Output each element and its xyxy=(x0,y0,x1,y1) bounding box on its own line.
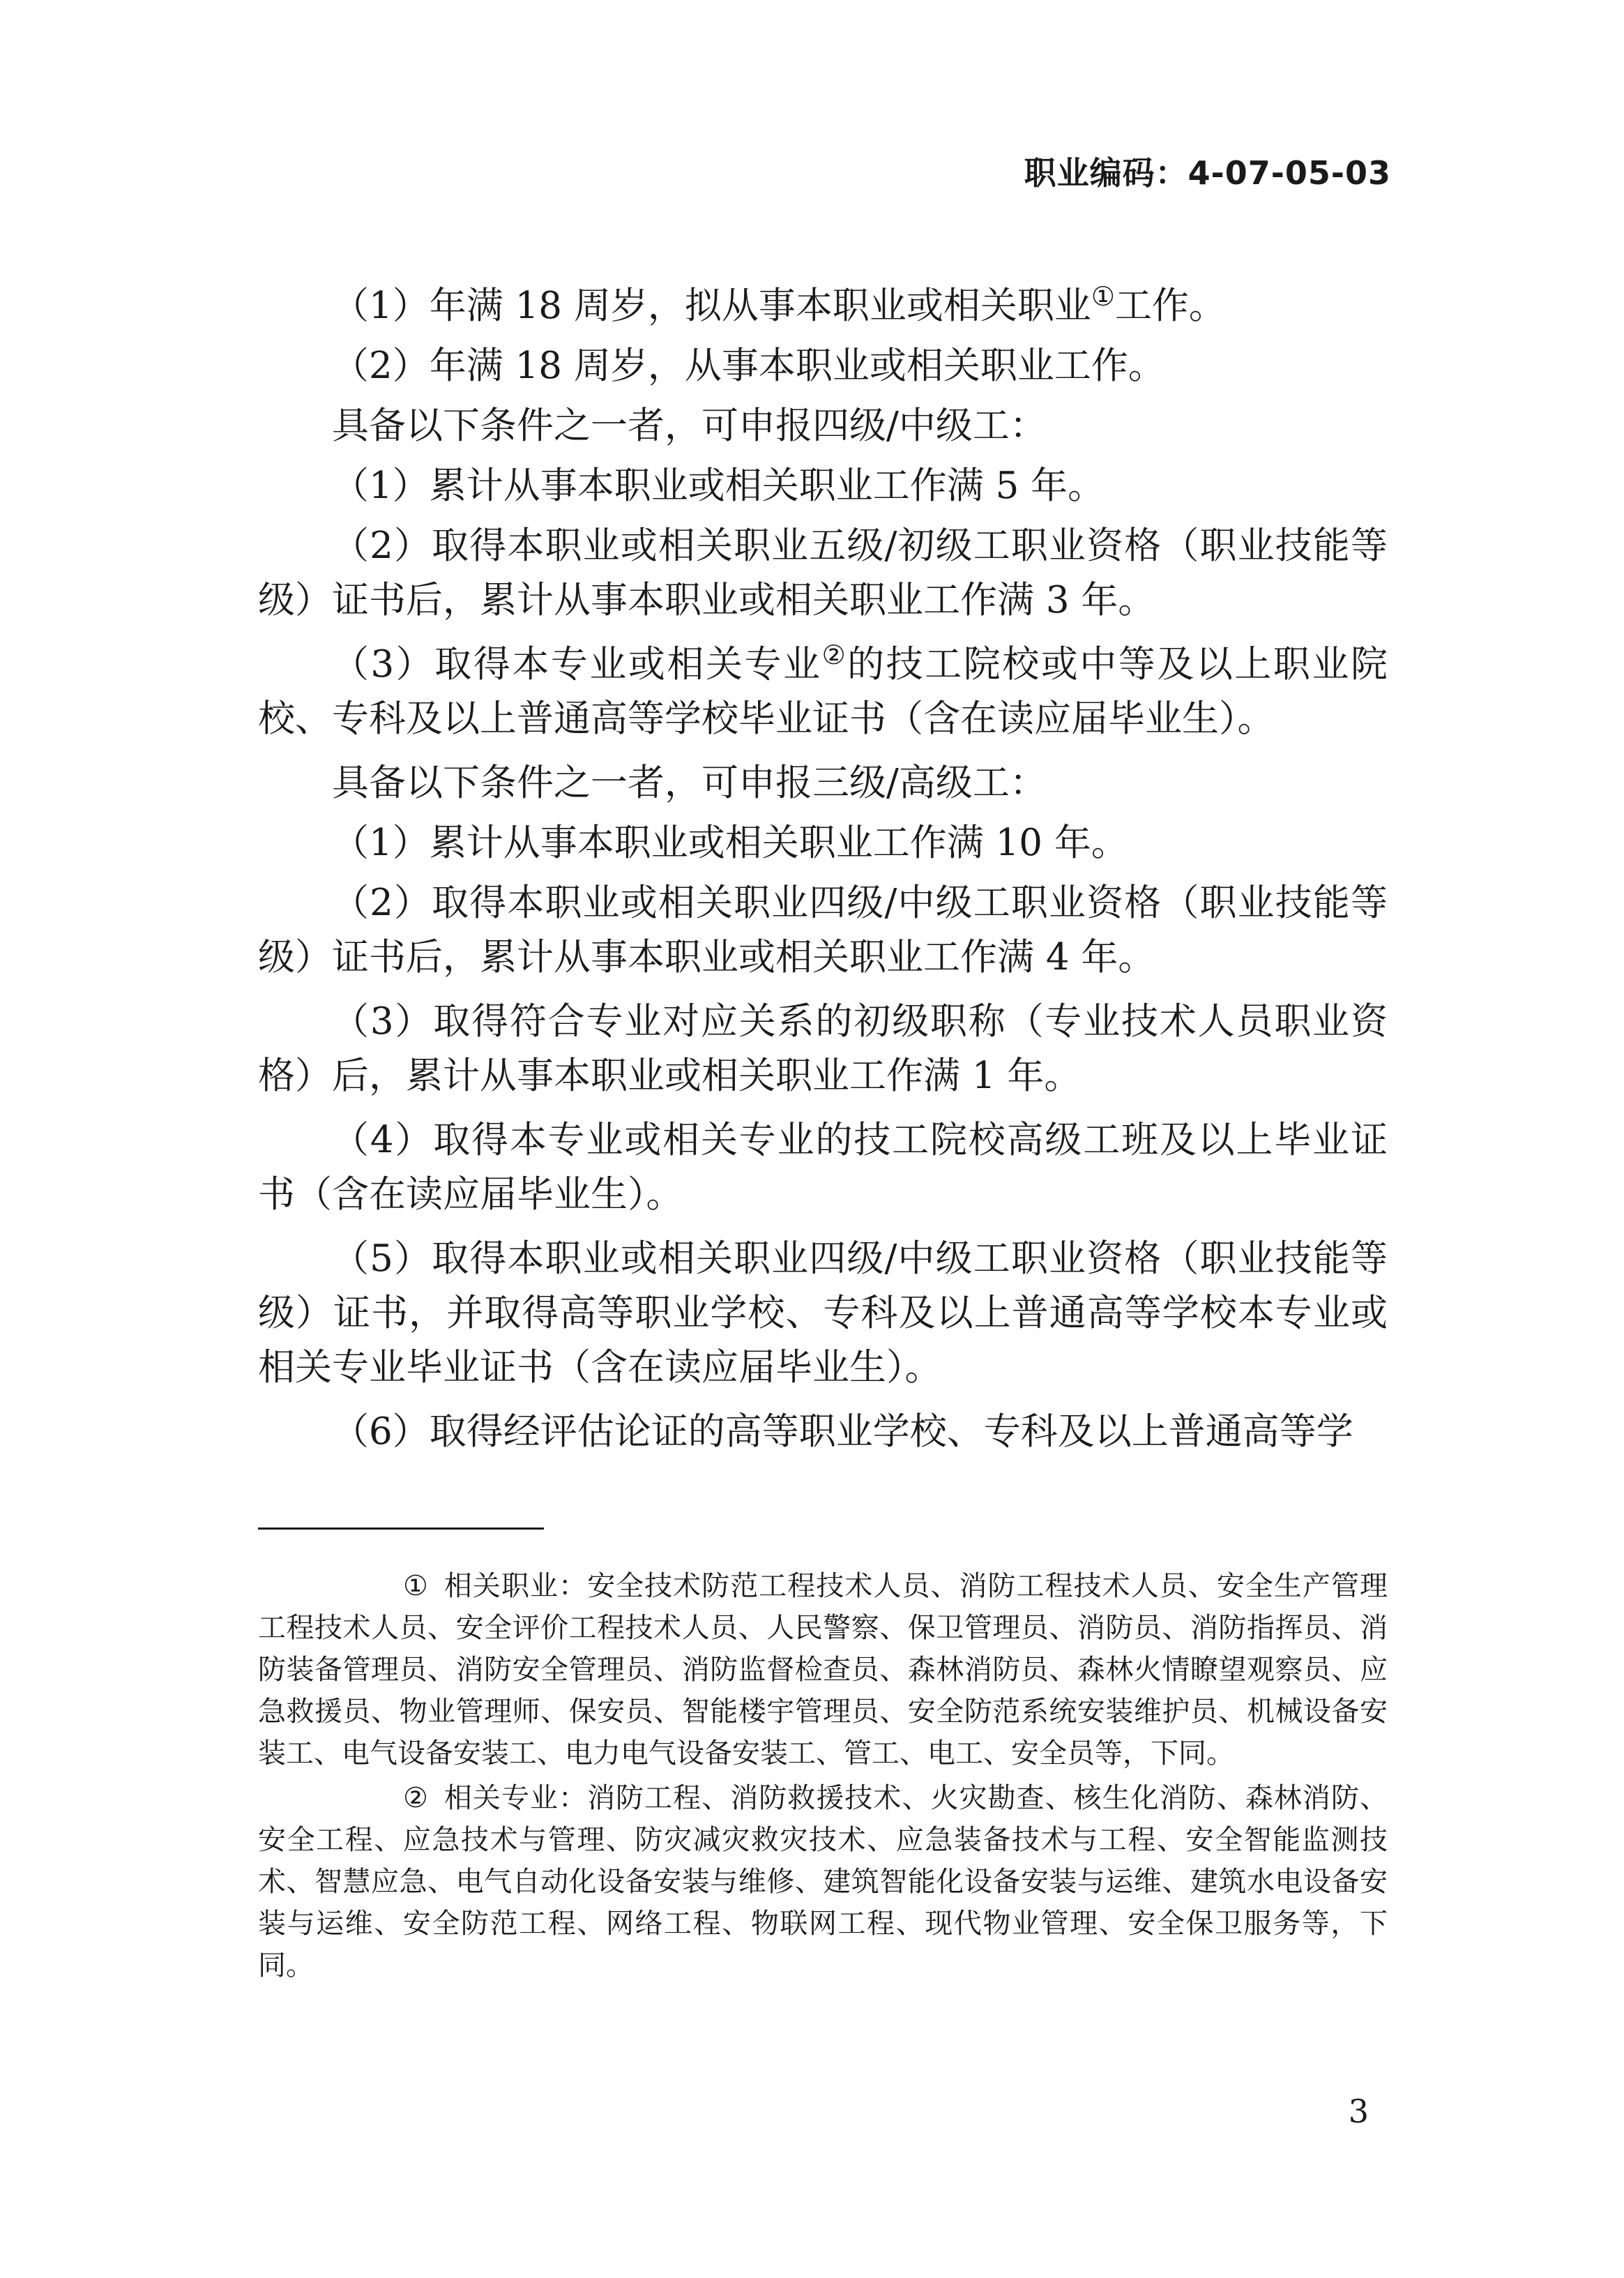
paragraph: （5）取得本职业或相关职业四级/中级工职业资格（职业技能等级）证书，并取得高等职业学校、专科及以上普通高等学校本专业或相关专业毕业证书（含在读应届毕业生）。 xyxy=(258,1237,1388,1389)
page-number: 3 xyxy=(1348,2092,1369,2130)
footnote-text: 相关专业：消防工程、消防救援技术、火灾勘查、核生化消防、森林消防、安全工程、应急技术与管理、防灾减灾救灾技术、应急装备技术与工程、安全智能监测技术、智慧应急、电气自动化设备安装与维修、建筑智能化设备安装与运维、建筑水电设备安装与运维、安全防范工程、网络工程、物联网工程、现代物业管理、安全保卫服务等，下同。 xyxy=(258,1782,1388,1982)
body-text xyxy=(258,279,1388,1469)
paragraph xyxy=(258,279,1388,333)
paragraph-text: （1）年满 18 周岁，拟从事本职业或相关职业 xyxy=(332,285,1091,327)
footnote xyxy=(258,1565,1388,1774)
paragraph: （1）累计从事本职业或相关职业工作满 5 年。 xyxy=(332,465,1105,507)
paragraph: （6）取得经评估论证的高等职业学校、专科及以上普通高等学 xyxy=(332,1410,1353,1453)
paragraph: （1）累计从事本职业或相关职业工作满 10 年。 xyxy=(332,822,1128,864)
footnote-divider xyxy=(258,1528,544,1530)
paragraph-text: 工作。 xyxy=(1114,285,1226,327)
paragraph: （2）年满 18 周岁，从事本职业或相关职业工作。 xyxy=(332,345,1165,387)
footnote-ref: ① xyxy=(1091,281,1115,312)
footnotes xyxy=(258,1565,1388,1989)
paragraph: 具备以下条件之一者，可申报四级/中级工： xyxy=(332,405,1047,447)
paragraph: （4）取得本专业或相关专业的技工院校高级工班及以上毕业证书（含在读应届毕业生）。 xyxy=(258,1119,1388,1216)
paragraph-text: 的技工院校或中等及以上职业院校、专科及以上普通高等学校毕业证书（含在读应届毕业生）。 xyxy=(258,643,1388,740)
footnote xyxy=(258,1777,1388,1986)
footnote-text: 相关职业：安全技术防范工程技术人员、消防工程技术人员、安全生产管理工程技术人员、安全评价工程技术人员、人民警察、保卫管理员、消防员、消防指挥员、消防装备管理员、消防安全管理员、消防监督检查员、森林消防员、森林火情瞭望观察员、应急救援员、物业管理师、保安员、智能楼宇管理员、安全防范系统安装维护员、机械设备安装工、电气设备安装工、电力电气设备安装工、管工、电工、安全员等，下同。 xyxy=(258,1570,1388,1770)
paragraph: （2）取得本职业或相关职业四级/中级工职业资格（职业技能等级）证书后，累计从事本职业或相关职业工作满 4 年。 xyxy=(258,882,1388,979)
paragraph: （3）取得符合专业对应关系的初级职称（专业技术人员职业资格）后，累计从事本职业或相关职业工作满 1 年。 xyxy=(258,1000,1388,1097)
paragraph-text: （3）取得本专业或相关专业 xyxy=(332,643,822,686)
footnote-mark: ① xyxy=(403,1570,428,1602)
footnote-ref: ② xyxy=(821,640,848,670)
paragraph: （2）取得本职业或相关职业五级/初级工职业资格（职业技能等级）证书后，累计从事本职业或相关职业工作满 3 年。 xyxy=(258,525,1388,621)
footnote-mark: ② xyxy=(403,1782,428,1814)
paragraph xyxy=(258,638,1388,746)
paragraph: 具备以下条件之一者，可申报三级/高级工： xyxy=(332,762,1047,804)
occupation-code-header: 职业编码：4-07-05-03 xyxy=(1024,154,1391,192)
